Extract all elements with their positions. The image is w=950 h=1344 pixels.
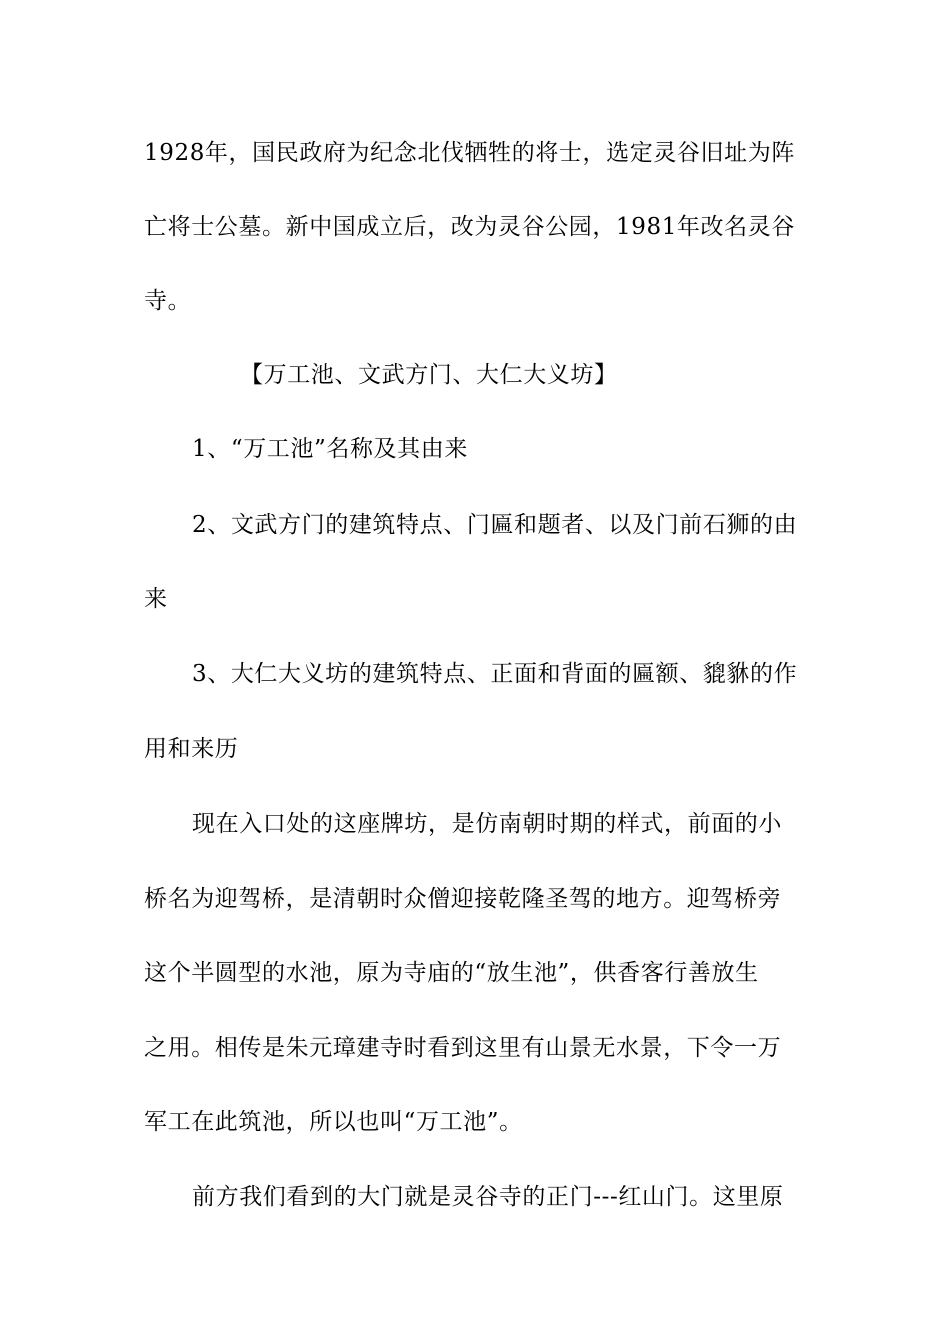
list-item: 3、大仁大义坊的建筑特点、正面和背面的匾额、貔貅的作 xyxy=(192,661,798,687)
text-line: 军工在此筑池，所以也叫“万工池”。 xyxy=(144,1109,523,1135)
list-item: 2、文武方门的建筑特点、门匾和题者、以及门前石狮的由 xyxy=(192,512,798,538)
text-line: 1928年，国民政府为纪念北伐牺牲的将士，选定灵谷旧址为阵 xyxy=(144,140,795,166)
text-line: 这个半圆型的水池，原为寺庙的“放生池”，供香客行善放生 xyxy=(144,960,759,986)
list-item: 1、“万工池”名称及其由来 xyxy=(192,436,468,462)
paragraph-start: 现在入口处的这座牌坊，是仿南朝时期的样式，前面的小 xyxy=(192,811,782,837)
text-line: 亡将士公墓。新中国成立后，改为灵谷公园，1981年改名灵谷 xyxy=(144,214,795,240)
paragraph-start: 前方我们看到的大门就是灵谷寺的正门---红山门。这里原 xyxy=(192,1184,784,1210)
text-line: 来 xyxy=(144,586,168,612)
text-line: 桥名为迎驾桥，是清朝时众僧迎接乾隆圣驾的地方。迎驾桥旁 xyxy=(144,886,782,912)
text-line: 寺。 xyxy=(144,288,192,314)
text-line: 之用。相传是朱元璋建寺时看到这里有山景无水景，下令一万 xyxy=(144,1035,782,1061)
text-line: 用和来历 xyxy=(144,736,239,762)
section-heading: 【万工池、文武方门、大仁大义坊】 xyxy=(240,362,618,388)
